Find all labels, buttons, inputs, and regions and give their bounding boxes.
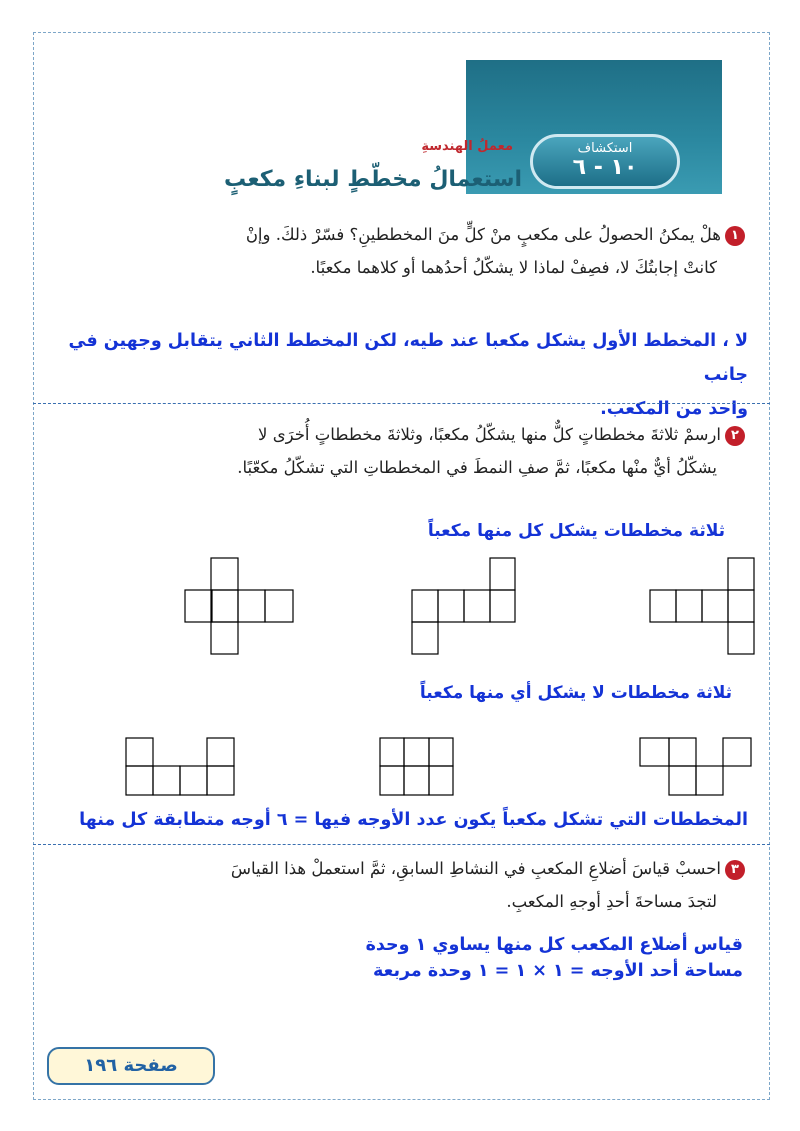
page-number: صفحة ١٩٦ (84, 1055, 178, 1076)
question-number-3: ٣ (725, 860, 745, 880)
page-title: استعمالُ مخطّطٍ لبناءِ مكعبٍ (224, 167, 522, 192)
non-cube-net-2 (380, 738, 453, 795)
non-cube-nets-heading: ثلاثة مخططات لا يشكل أي منها مكعباً (419, 683, 732, 703)
question-3-line1: احسبْ قياسَ أضلاعِ المكعبِ في النشاطِ السابقِ، ثمَّ استعملْ هذا القياسَ (230, 859, 721, 878)
question-1-line1: هلْ يمكنُ الحصولُ على مكعبٍ منْ كلٍّ منَ المخططينِ؟ فسّرْ ذلكَ. وإنْ (245, 225, 721, 244)
question-number-1: ١ (725, 226, 745, 246)
non-cube-net-1 (126, 738, 234, 795)
pattern-answer: المخططات التي تشكل مكعباً يكون عدد الأوجه فيها = ٦ أوجه متطابقة كل منها (79, 810, 748, 830)
cube-net-2 (412, 558, 515, 654)
question-number-2: ٢ (725, 426, 745, 446)
question-3-line2: لتجدَ مساحةَ أحدِ أوجهِ المكعبِ. (506, 892, 717, 911)
lesson-number: ١٠ - ٦ (572, 155, 638, 180)
answer-3-line2: مساحة أحد الأوجه = ١ × ١ = ١ وحدة مربعة (372, 961, 743, 981)
cube-net-3 (650, 558, 754, 654)
non-cube-net-3 (640, 738, 751, 795)
page-number-badge (47, 1047, 215, 1085)
separator (33, 844, 770, 845)
answer-3 (43, 932, 743, 984)
cube-net-1 (185, 558, 293, 654)
explore-label: استكشاف (577, 141, 633, 156)
cube-nets-heading: ثلاثة مخططات يشكل كل منها مكعباً (427, 521, 725, 541)
question-3 (45, 852, 745, 918)
answer-1-line2: واحد من المكعب. (600, 399, 748, 419)
question-1-line2: كانتْ إجابتُكَ لا، فصِفْ لماذا لا يشكّلُ أحدُهما أو كلاهما مكعبًا. (310, 258, 717, 277)
answer-1-line1: لا ، المخطط الأول يشكل مكعبا عند طيه، لكن المخطط الثاني يتقابل وجهين في جانب (68, 331, 748, 385)
question-2-line2: يشكّلُ أيٌّ منْها مكعبًا، ثمَّ صفِ النمطَ في المخططاتِ التي تشكّلُ مكعّبًا. (237, 458, 717, 477)
answer-3-line1: قياس أضلاع المكعب كل منها يساوي ١ وحدة (365, 935, 743, 955)
question-2-line1: ارسمْ ثلاثةَ مخططاتٍ كلٌّ منها يشكّلُ مكعبًا، وثلاثةَ مخططاتٍ أُخرَى لا (258, 425, 721, 444)
lab-name: معملُ الهندسةِ (421, 139, 513, 154)
